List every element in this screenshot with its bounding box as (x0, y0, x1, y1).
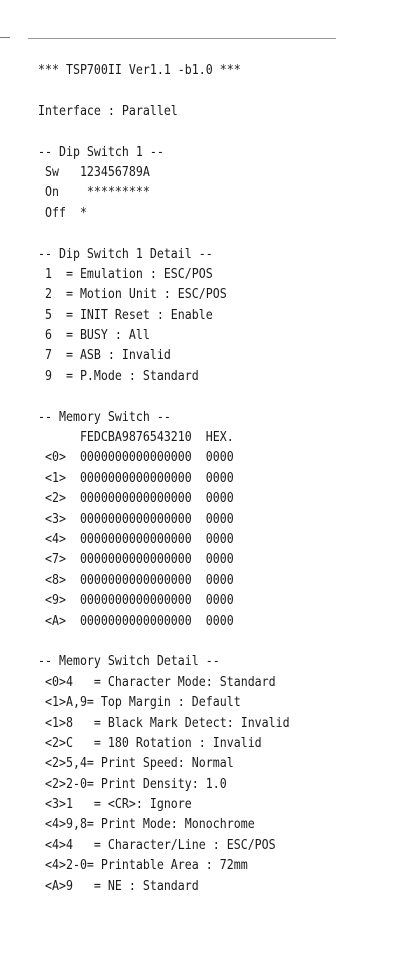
receipt-line: <3> 0000000000000000 0000 (38, 510, 234, 527)
edge-tick (0, 37, 10, 38)
tear-line (28, 38, 336, 39)
receipt-line: <1> 0000000000000000 0000 (38, 469, 234, 486)
receipt-line: On ********* (38, 184, 150, 201)
receipt-line: <1>8 = Black Mark Detect: Invalid (38, 714, 290, 731)
receipt-line: <4>4 = Character/Line : ESC/POS (38, 836, 276, 853)
receipt-line: -- Memory Switch Detail -- (38, 653, 220, 670)
receipt-line: <7> 0000000000000000 0000 (38, 551, 234, 568)
receipt-line: <2>2-0= Print Density: 1.0 (38, 775, 227, 792)
receipt-line: 5 = INIT Reset : Enable (38, 306, 213, 323)
receipt-line: <4>9,8= Print Mode: Monochrome (38, 816, 255, 833)
receipt-line: <4> 0000000000000000 0000 (38, 530, 234, 547)
receipt-line: 7 = ASB : Invalid (38, 347, 171, 364)
blank-line (38, 223, 290, 243)
receipt-line: <2>5,4= Print Speed: Normal (38, 755, 234, 772)
receipt-line: *** TSP700II Ver1.1 -b1.0 *** (38, 62, 241, 78)
receipt-line: Off * (38, 204, 87, 221)
receipt-line: <0> 0000000000000000 0000 (38, 449, 234, 466)
blank-line (38, 80, 290, 100)
receipt-line: 2 = Motion Unit : ESC/POS (38, 286, 227, 303)
receipt-line: <8> 0000000000000000 0000 (38, 571, 234, 588)
receipt-line: 1 = Emulation : ESC/POS (38, 265, 213, 282)
receipt-line: <A> 0000000000000000 0000 (38, 612, 234, 629)
receipt-line: -- Memory Switch -- (38, 408, 171, 425)
blank-line (38, 386, 290, 406)
receipt-line: 6 = BUSY : All (38, 327, 150, 344)
receipt-line: <1>A,9= Top Margin : Default (38, 694, 241, 711)
printer-self-test-receipt (38, 60, 290, 896)
receipt-line: Sw 123456789A (38, 163, 150, 180)
receipt-line: <9> 0000000000000000 0000 (38, 592, 234, 609)
receipt-line: <2> 0000000000000000 0000 (38, 490, 234, 507)
receipt-line: <2>C = 180 Rotation : Invalid (38, 734, 262, 751)
receipt-line: <3>1 = <CR>: Ignore (38, 796, 192, 813)
receipt-line: -- Dip Switch 1 -- (38, 143, 164, 160)
blank-line (38, 121, 290, 141)
receipt-line: <A>9 = NE : Standard (38, 877, 199, 894)
blank-line (38, 631, 290, 651)
receipt-line: <0>4 = Character Mode: Standard (38, 673, 276, 690)
receipt-line: <4>2-0= Printable Area : 72mm (38, 857, 248, 874)
receipt-line: FEDCBA9876543210 HEX. (38, 429, 234, 446)
receipt-line: Interface : Parallel (38, 102, 178, 119)
receipt-line: -- Dip Switch 1 Detail -- (38, 245, 213, 262)
receipt-line: 9 = P.Mode : Standard (38, 367, 199, 384)
